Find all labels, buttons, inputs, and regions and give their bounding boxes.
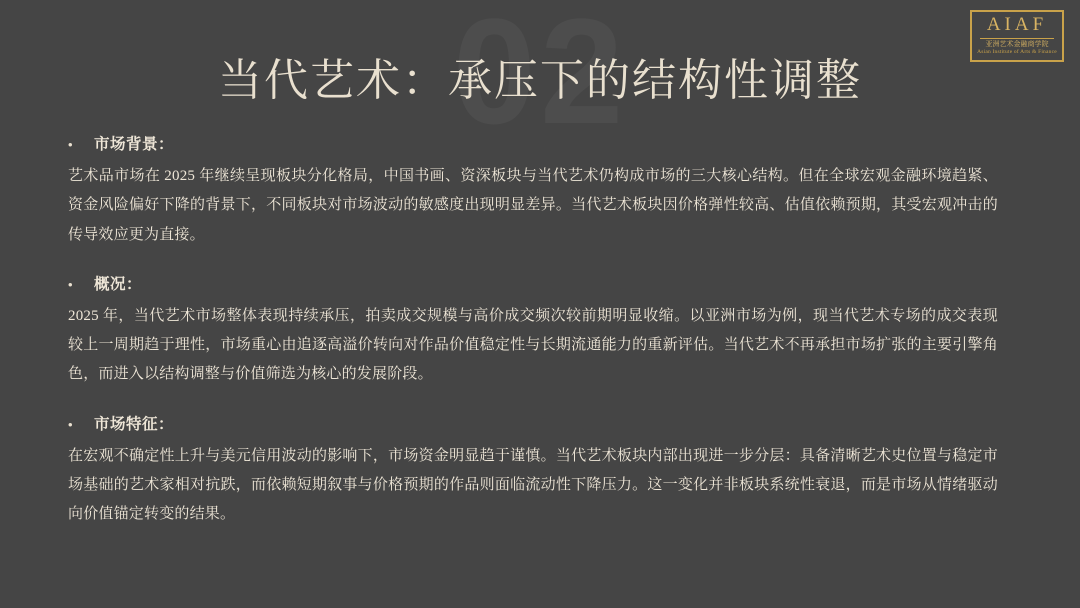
logo-english-text: Asian Institute of Arts & Finance — [977, 48, 1057, 55]
bullet-icon: • — [68, 276, 73, 292]
slide-content — [68, 132, 998, 551]
section-title: 市场特征： — [94, 415, 175, 433]
section-heading — [68, 132, 998, 154]
aiaf-logo — [970, 10, 1064, 62]
section-title: 市场背景： — [94, 136, 175, 153]
logo-divider — [980, 38, 1054, 39]
bullet-icon: • — [68, 137, 73, 152]
section-market-characteristics — [68, 412, 998, 530]
section-market-background — [68, 132, 998, 250]
logo-chinese-text: 亚洲艺术金融商学院 — [985, 40, 1049, 48]
section-overview — [68, 272, 998, 390]
section-body: 在宏观不确定性上升与美元信用波动的影响下，市场资金明显趋于谨慎。当代艺术板块内部出现进一步分层：具备清晰艺术史位置与稳定市场基础的艺术家相对抗跌，而依赖短期叙事与价格预期的作品则面临流动性下降压力。这一变化并非板块系统性衰退，而是市场从情绪驱动向价值锚定转变的结果。 — [68, 447, 998, 522]
logo-main-text: AIAF — [986, 14, 1048, 35]
slide-number-watermark: 02 — [452, 0, 628, 155]
bullet-icon: • — [68, 416, 73, 432]
section-heading — [68, 272, 998, 294]
page-title: 当代艺术：承压下的结构性调整 — [218, 56, 862, 105]
section-body: 艺术品市场在 2025 年继续呈现板块分化格局，中国书画、资深板块与当代艺术仍构成市场的三大核心结构。但在全球宏观金融环境趋紧、资金风险偏好下降的背景下，不同板块对市场波动的敏感度出现明显差异。当代艺术板块因价格弹性较高、估值依赖预期，其受宏观冲击的传导效应更为直接。 — [68, 168, 998, 243]
section-body: 2025 年，当代艺术市场整体表现持续承压，拍卖成交规模与高价成交频次较前期明显收缩。以亚洲市场为例，现当代艺术专场的成交表现较上一周期趋于理性，市场重心由追逐高溢价转向对作品价值稳定性与长期流通能力的重新评估。当代艺术不再承担市场扩张的主要引擎角色，而进入以结构调整与价值筛选为核心的发展阶段。 — [68, 307, 998, 383]
section-heading — [68, 412, 998, 434]
section-title: 概况： — [94, 275, 143, 293]
